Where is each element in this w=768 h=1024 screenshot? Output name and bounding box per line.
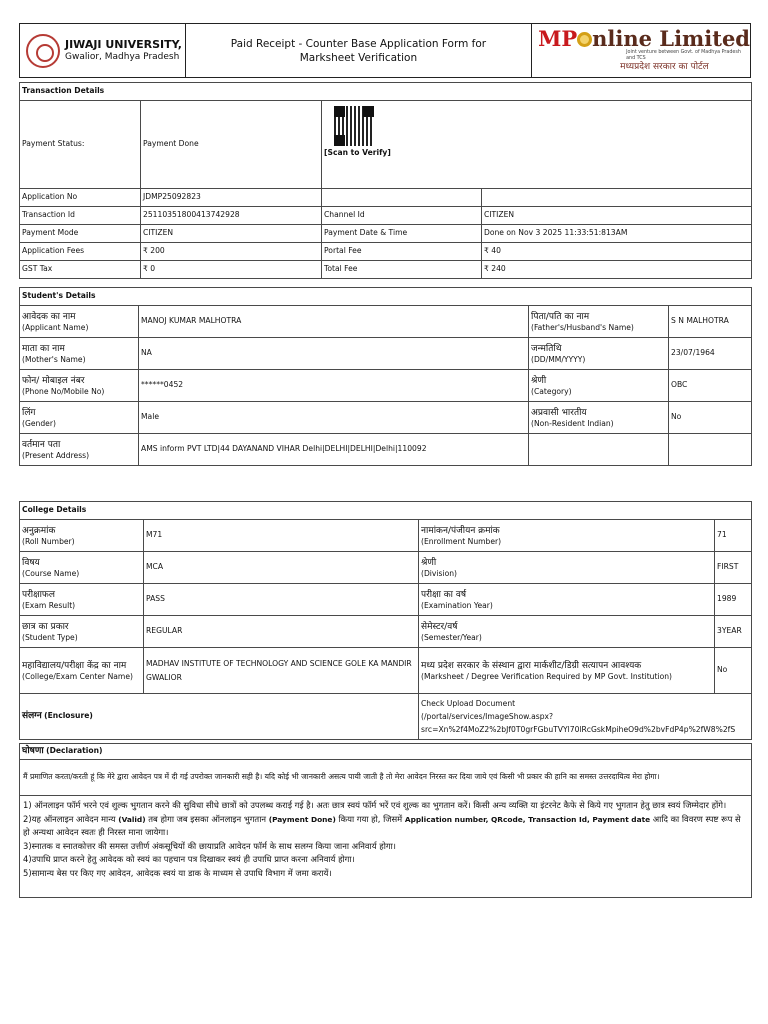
division-value: FIRST [715,552,752,584]
course-label: विषय (Course Name) [20,552,144,584]
exam-year-value: 1989 [715,584,752,616]
receipt-title: Paid Receipt - Counter Base Application Form for Marksheet Verification [186,24,532,77]
category-value: OBC [669,370,752,402]
course-value: MCA [144,552,419,584]
father-name-value: S N MALHOTRA [669,306,752,338]
instructions-list [20,796,752,898]
enclosure-value [419,694,752,740]
transaction-id-label: Transaction Id [20,207,141,225]
transaction-id-value: 25110351800413742928 [141,207,322,225]
application-fees-label: Application Fees [20,243,141,261]
gst-value: ₹ 0 [141,261,322,279]
payment-status-label: Payment Status: [20,101,141,189]
mponline-logo [532,24,750,77]
scan-to-verify-caption: [Scan to Verify] [324,148,391,157]
total-fee-label: Total Fee [322,261,482,279]
semester-label: सेमेस्टर/वर्ष (Semester/Year) [419,616,715,648]
transaction-details-table [19,82,752,279]
exam-result-label: परीक्षाफल (Exam Result) [20,584,144,616]
instruction-item: 3)स्नातक व स्नातकोत्तर की समस्त उत्तीर्ण अंकसूचियों की छायाप्रति आवेदन फॉर्म के साथ सलग्न किया जाना अनिवार्य होगा। [23,840,396,851]
phone-label: फोन/ मोबाइल नंबर (Phone No/Mobile No) [20,370,139,402]
verification-required-value: No [715,648,752,694]
university-place: Gwalior, Madhya Pradesh [65,52,180,62]
application-no-value: JDMP25092823 [141,189,322,207]
declaration-table [19,743,752,898]
dob-label: जन्मतिथि (DD/MM/YYYY) [529,338,669,370]
division-label: श्रेणी (Division) [419,552,715,584]
roll-number-value: M71 [144,520,419,552]
mponline-tagline: Joint venture between Govt. of Madhya Pradesh and TCS [626,50,741,61]
nri-value: No [669,402,752,434]
nri-label: अप्रवासी भारतीय (Non-Resident Indian) [529,402,669,434]
university-seal-icon [26,34,60,68]
student-type-value: REGULAR [144,616,419,648]
mother-name-value: NA [139,338,529,370]
section-heading: College Details [20,502,752,520]
exam-result-value: PASS [144,584,419,616]
address-value: AMS inform PVT LTD|44 DAYANAND VIHAR Delhi|DELHI|DELHI|Delhi|110092 [139,434,529,466]
channel-id-label: Channel Id [322,207,482,225]
exam-year-label: परीक्षा का वर्ष (Examination Year) [419,584,715,616]
qr-code-icon[interactable] [334,106,374,146]
declaration-statement: मैं प्रमाणित करता/करती हूं कि मेरे द्वारा आवेदन पत्र में दी गई उपरोक्त जानकारी सही है। यदि कोई भी जानकारी असत्य पायी जाती है तो मेरा आवेदन निरस्त कर दिया जाये एवं किसी भी प्रकार की हानि का समस्त उत्तरदायित्व मेरा होगा। [20,760,752,796]
dob-value: 23/07/1964 [669,338,752,370]
phone-value: ******0452 [139,370,529,402]
enclosure-link[interactable]: (/portal/services/ImageShow.aspx? [421,712,554,721]
instruction-item: 1) ऑनलाइन फॉर्म भरने एवं शुल्क भुगतान करने की सुविधा सीधे छात्रों को उपलब्ध कराई गई है। अतः छात्र स्वयं फॉर्म भरें एवं शुल्क का भुगतान करें। किसी अन्य व्यक्ति या इंटरनेट कैफे से किये गए भुगतान हेतु छात्र स्वयं जिम्मेदार होंगे। [23,800,727,810]
instruction-item: 4)उपाधि प्राप्त करने हेतु आवेदक को स्वयं का पहचान पत्र दिखाकर स्वयं ही उपाधि प्राप्त करना अनिवार्य होगा। [23,854,355,864]
category-label: श्रेणी (Category) [529,370,669,402]
enclosure-label: संलग्न (Enclosure) [20,694,419,740]
channel-id-value: CITIZEN [482,207,752,225]
application-no-label: Application No [20,189,141,207]
address-label: वर्तमान पता (Present Address) [20,434,139,466]
verification-required-label: मध्य प्रदेश सरकार के संस्थान द्वारा मार्कशीट/डिग्री सत्यापन आवश्यक (Marksheet / Degree Verification Required by MP Govt. Institution) [419,648,715,694]
enclosure-link-src[interactable]: src=Xn%2f4MoZ2%2bJf0T0grFGbuTVYl70lRcGskMpiheO9d%2bvFdP4p%2fW8%2fS [421,725,736,734]
declaration-heading: घोषणा (Declaration) [20,744,752,760]
portal-fee-value: ₹ 40 [482,243,752,261]
instruction-item: 5)सामान्य बेस पर किए गए आवेदन, आवेदक स्वयं या डाक के माध्यम से उपाधि विभाग में जमा करायें। [23,867,332,878]
gst-label: GST Tax [20,261,141,279]
qr-cell [322,101,752,189]
payment-status-value: Payment Done [141,101,322,189]
mother-name-label: माता का नाम (Mother's Name) [20,338,139,370]
enclosure-text: Check Upload Document [421,699,516,708]
total-fee-value: ₹ 240 [482,261,752,279]
payment-mode-label: Payment Mode [20,225,141,243]
mponline-logo-mp: MP [538,26,578,51]
mponline-logo-text: nline Limited [592,26,750,51]
receipt-header [19,23,751,78]
payment-date-value: Done on Nov 3 2025 11:33:51:813AM [482,225,752,243]
student-type-label: छात्र का प्रकार (Student Type) [20,616,144,648]
college-details-table [19,501,752,740]
instruction-item: 2)यह ऑनलाइन आवेदन मान्य (Valid) तब होगा जब इसका ऑनलाइन भुगतान (Payment Done) किया गया हो, जिसमें Application number, QRcode, Transaction Id, Payment date आदि का विवरण स्पष्ट रूप से हो अन्यथा आवेदन स्वतः ही निरस्त माना जायेगा। [23,813,741,837]
father-name-label: पिता/पति का नाम (Father's/Husband's Name) [529,306,669,338]
portal-fee-label: Portal Fee [322,243,482,261]
gender-label: लिंग (Gender) [20,402,139,434]
mponline-hindi-tagline: मध्यप्रदेश सरकार का पोर्टल [620,62,709,72]
mponline-logo-icon [577,32,592,47]
section-heading: Transaction Details [20,83,752,101]
college-center-value: MADHAV INSTITUTE OF TECHNOLOGY AND SCIENCE GOLE KA MANDIR GWALIOR [144,648,419,694]
gender-value: Male [139,402,529,434]
application-fees-value: ₹ 200 [141,243,322,261]
section-heading: Student's Details [20,288,752,306]
university-block [20,24,186,77]
semester-value: 3YEAR [715,616,752,648]
student-details-table [19,287,752,466]
university-name: JIWAJI UNIVERSITY, [65,38,182,51]
college-center-label: महाविद्यालय/परीक्षा केंद्र का नाम (College/Exam Center Name) [20,648,144,694]
applicant-name-label: आवेदक का नाम (Applicant Name) [20,306,139,338]
enrollment-number-label: नामांकन/पंजीयन क्रमांक (Enrollment Number) [419,520,715,552]
enrollment-number-value: 71 [715,520,752,552]
payment-mode-value: CITIZEN [141,225,322,243]
roll-number-label: अनुक्रमांक (Roll Number) [20,520,144,552]
applicant-name-value: MANOJ KUMAR MALHOTRA [139,306,529,338]
payment-date-label: Payment Date & Time [322,225,482,243]
